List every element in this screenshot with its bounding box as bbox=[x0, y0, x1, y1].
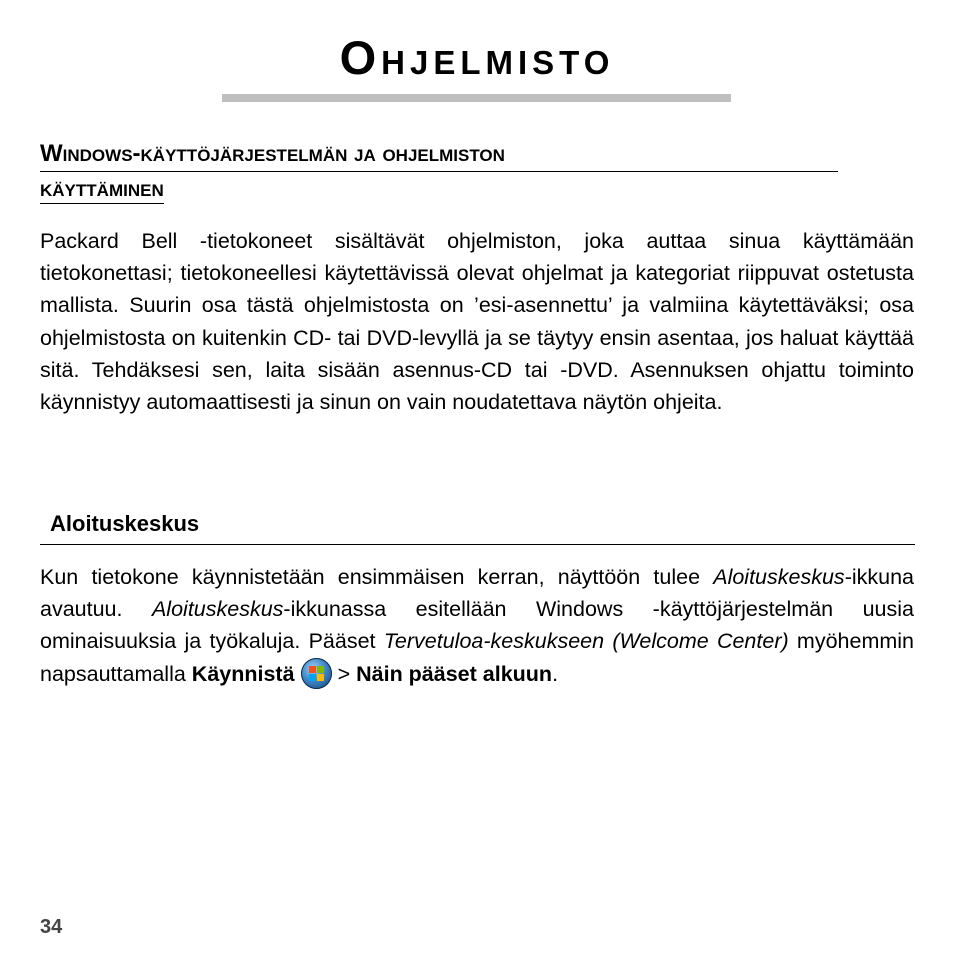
subsection-text-2: -ikkuna avautuu. bbox=[40, 565, 914, 622]
subsection-heading: Aloituskeskus bbox=[40, 509, 915, 545]
menu-separator: > bbox=[337, 661, 351, 686]
subsection-text-end: . bbox=[552, 661, 559, 686]
subsection-italic-3: Tervetuloa-keskukseen (Welcome Center) bbox=[383, 629, 789, 654]
title-rule bbox=[222, 94, 731, 102]
page-title: Ohjelmisto bbox=[339, 31, 615, 84]
section-heading-line2: käyttäminen bbox=[40, 175, 164, 202]
subsection-italic-2: Aloituskeskus bbox=[151, 597, 284, 622]
start-label: Käynnistä bbox=[191, 661, 295, 686]
getting-started-label: Näin pääset alkuun bbox=[356, 661, 553, 686]
subsection-text-3: -ikkunassa esitellään Windows -käyttöjärjestelmän uusia ominaisuuksia ja työkaluja. Pääset bbox=[40, 597, 914, 654]
section-paragraph: Packard Bell -tietokoneet sisältävät ohjelmiston, joka auttaa sinua käyttämään tietokonettasi; tietokoneellesi käytettävissä olevat ohjelmat ja kategoriat riippuvat ostetusta mallista. Suurin osa tästä ohjelmistosta on ’esi-asennettu’ ja valmiina käytettäväksi; osa ohjelmistosta on kuitenkin CD- tai DVD-levyllä ja se täytyy ensin asentaa, jos haluat käyttää sitä. Tehdäksesi sen, laita sisään asennus-CD tai -DVD. Asennuksen ohjattu toiminto käynnistyy automaattisesti ja sinun on vain noudatettava näytön ohjeita. bbox=[40, 229, 914, 415]
windows-start-orb-icon bbox=[301, 658, 332, 689]
page-number: 34 bbox=[40, 916, 63, 938]
subsection-paragraph bbox=[40, 561, 914, 690]
subsection-text-4: myöhemmin napsauttamalla bbox=[40, 629, 914, 686]
subsection-text-1: Kun tietokone käynnistetään ensimmäisen kerran, näyttöön tulee bbox=[40, 565, 714, 589]
subsection-italic-1: Aloituskeskus bbox=[713, 565, 845, 589]
section-heading-line1: Windows-käyttöjärjestelmän ja ohjelmiston bbox=[40, 137, 838, 172]
section-heading bbox=[40, 137, 838, 206]
